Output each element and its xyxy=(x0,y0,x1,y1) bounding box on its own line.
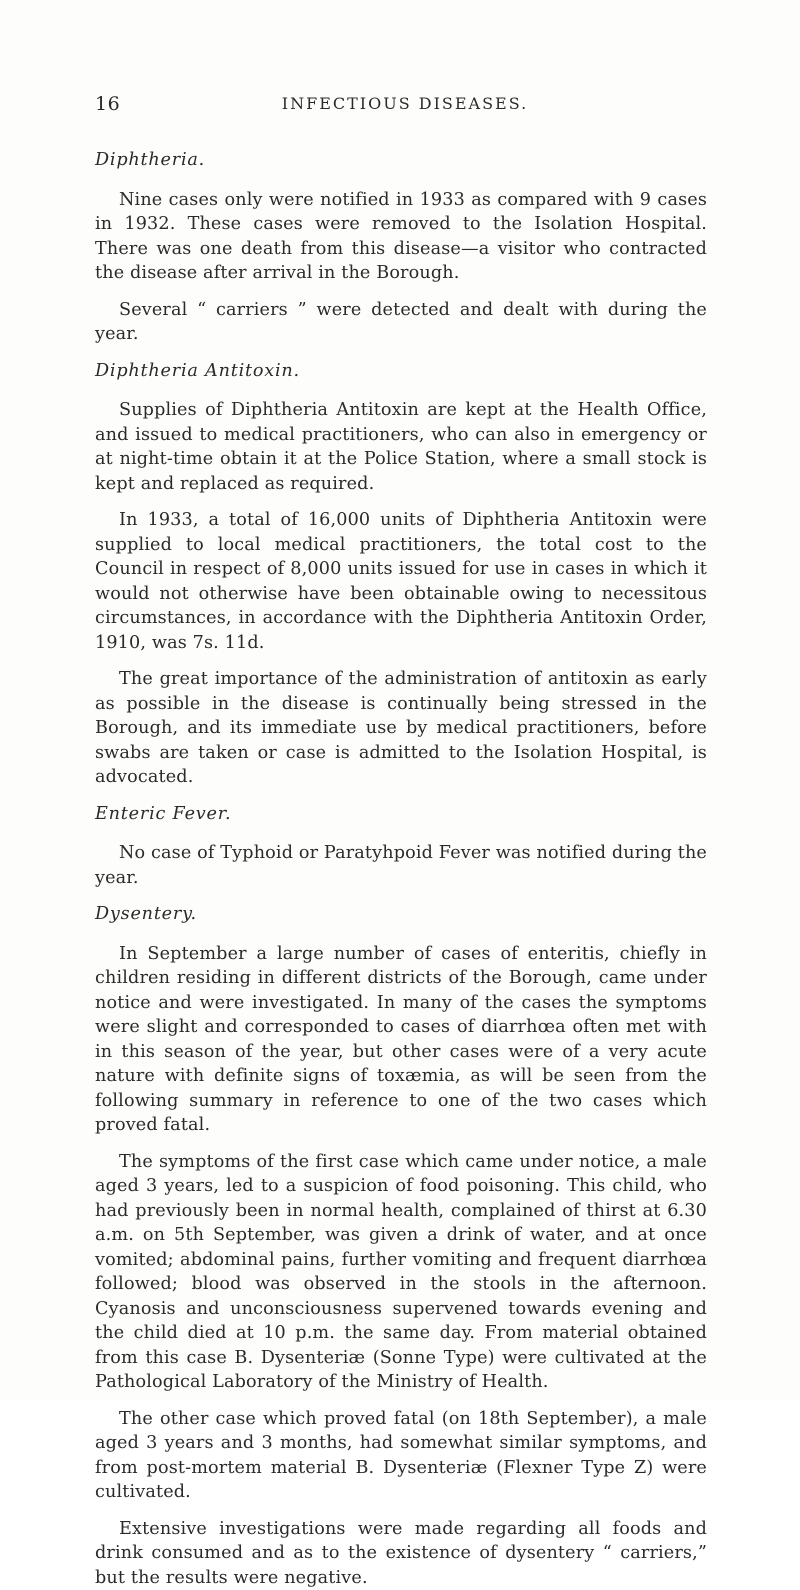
paragraph: Several “ carriers ” were detected and dealt with during the year. xyxy=(95,298,707,347)
paragraph: In September a large number of cases of enteritis, chiefly in children residing in different districts of the Borough, came under notice and were investigated. In many of the cases the symptoms were slight and corresponded to cases of diarrhœa often met with in this season of the year, but other cases were of a very acute nature with definite signs of toxæmia, as will be seen from the following summary in reference to one of the two cases which proved fatal. xyxy=(95,942,707,1138)
paragraph: Supplies of Diphtheria Antitoxin are kept at the Health Office, and issued to medical practitioners, who can also in emergency or at night-time obtain it at the Police Station, where a small stock is kept and replaced as required. xyxy=(95,398,707,496)
paragraph: Extensive investigations were made regarding all foods and drink consumed and as to the existence of dysentery “ carriers,” but the results were negative. xyxy=(95,1517,707,1590)
heading-enteric-fever: Enteric Fever. xyxy=(95,802,707,827)
paragraph: The great importance of the administration of antitoxin as early as possible in the disease is continually being stressed in the Borough, and its immediate use by medical practitioners, before swabs are taken or case is admitted to the Isolation Hospital, is advocated. xyxy=(95,667,707,790)
heading-dysentery: Dysentery. xyxy=(95,902,707,927)
heading-diphtheria: Diphtheria. xyxy=(95,148,707,173)
page-header xyxy=(95,93,715,117)
page-number: 16 xyxy=(95,93,120,115)
paragraph: The other case which proved fatal (on 18th September), a male aged 3 years and 3 months, had somewhat similar symptoms, and from post-mortem material B. Dysenteriæ (Flexner Type Z) were cultivated. xyxy=(95,1407,707,1505)
body-text xyxy=(95,148,707,1590)
paragraph: The symptoms of the first case which came under notice, a male aged 3 years, led to a suspicion of food poisoning. This child, who had previously been in normal health, complained of thirst at 6.30 a.m. on 5th September, was given a drink of water, and at once vomited; abdominal pains, further vomiting and frequent diarrhœa followed; blood was observed in the stools in the afternoon. Cyanosis and unconsciousness supervened towards evening and the child died at 10 p.m. the same day. From material obtained from this case B. Dysenteriæ (Sonne Type) were cultivated at the Pathological Laboratory of the Ministry of Health. xyxy=(95,1150,707,1395)
paragraph: In 1933, a total of 16,000 units of Diphtheria Antitoxin were supplied to local medical practitioners, the total cost to the Council in respect of 8,000 units issued for use in cases in which it would not otherwise have been obtainable owing to necessitous circumstances, in accordance with the Diphtheria Antitoxin Order, 1910, was 7s. 11d. xyxy=(95,508,707,655)
paragraph: Nine cases only were notified in 1933 as compared with 9 cases in 1932. These cases were removed to the Isolation Hospital. There was one death from this disease—a visitor who contracted the disease after arrival in the Borough. xyxy=(95,188,707,286)
heading-diphtheria-antitoxin: Diphtheria Antitoxin. xyxy=(95,359,707,384)
paragraph: No case of Typhoid or Paratyhpoid Fever was notified during the year. xyxy=(95,841,707,890)
running-title: INFECTIOUS DISEASES. xyxy=(95,94,715,113)
